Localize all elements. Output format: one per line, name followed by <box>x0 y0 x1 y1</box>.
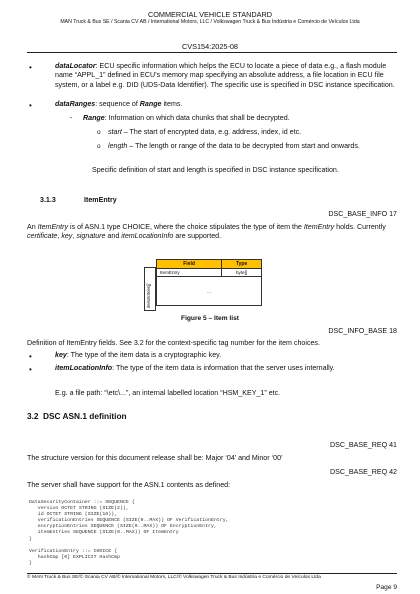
section-number: 3.1.3 <box>40 196 56 204</box>
key-paragraph <box>55 351 397 360</box>
para-text: holds. Currently <box>334 223 386 231</box>
type-column-header: Type <box>222 260 262 269</box>
section-title: ItemEntry <box>84 196 117 204</box>
standard-title: COMMERCIAL VEHICLE STANDARD <box>147 10 273 19</box>
key-term: key <box>55 351 67 359</box>
circle-marker: o <box>97 129 101 136</box>
structure-version-paragraph: The structure version for this document release shall be: Major ‘04’ and Minor ‘00’ <box>27 454 283 462</box>
para-term: signature <box>76 232 106 241</box>
start-term: start <box>108 128 122 136</box>
data-locator-text: : ECU specific information which helps the ECU to locate a piece of data e.g., a flash module name “APPL_1” defined in ECU’s memory map specifying an absolute address, a file location in ECU file system, or a label e.g. DID (UDS-Data Identifier). The specific use is specified in DSC instance specification. <box>55 62 395 89</box>
definition-paragraph: Definition of ItemEntry fields. See 3.2 for the context-specific tag number for the item choices. <box>27 339 320 347</box>
para-term: ItemEntry <box>303 223 335 231</box>
data-locator-paragraph <box>55 62 397 90</box>
location-paragraph <box>55 364 355 373</box>
item-entries-side-box <box>144 267 156 311</box>
code-line: } <box>29 536 32 542</box>
para-term: itemLocationInfo <box>121 232 174 241</box>
document-id: CVS154:2025-08 <box>182 42 238 51</box>
more-entries-cell: ... <box>157 277 262 306</box>
range-paragraph <box>83 114 397 123</box>
code-line: itemEntries SEQUENCE (SIZE(0..MAX)) OF ItemEntry <box>29 530 179 536</box>
para-term: ItemEntry <box>37 223 69 231</box>
code-line: DataSecurityContainer ::= SEQUENCE { <box>29 500 135 505</box>
bullet-marker: • <box>29 63 32 72</box>
server-support-paragraph: The server shall have support for the ASN.1 contents as defined: <box>27 481 231 489</box>
item-entry-field-cell: ItemEntry <box>157 269 222 277</box>
code-line: encryptionEntries SEQUENCE (SIZE(0..MAX)) OF EncryptionEntry, <box>29 524 217 530</box>
range-text: : Information on which data chunks that shall be decrypted. <box>104 114 290 122</box>
circle-marker: o <box>97 143 101 150</box>
location-text: : The type of the item data is information that the server uses internally. <box>112 364 335 372</box>
length-term: length <box>108 142 128 150</box>
footer-rule <box>27 573 397 574</box>
code-line: version OCTET STRING (SIZE(2)), <box>29 506 129 512</box>
para-text: , <box>72 232 77 241</box>
item-list-figure <box>144 259 262 311</box>
para-text: , <box>57 232 62 241</box>
code-line: verificationEntries SEQUENCE (SIZE(0..MAX)) OF VerificationEntry, <box>29 518 229 524</box>
code-line: VerificationEntry ::= CHOICE { <box>29 548 118 554</box>
dash-marker: - <box>70 114 73 122</box>
length-text: – The length or range of the data to be decrypted from start and onwards. <box>127 142 360 150</box>
item-entry-type-cell: byte[] <box>222 269 262 277</box>
footer-copyright: © MAN Truck & Bus SE/© Scania CV AB/© International Motors, LLC/© Volkswagen Truck & Bus Indústria e Comércio de Veículos Ltda <box>27 575 321 580</box>
bullet-marker: • <box>29 101 32 110</box>
header-rule <box>27 52 397 53</box>
requirement-id: DSC_BASE_REQ 41 <box>329 441 397 449</box>
location-term: itemLocationInfo <box>55 364 113 372</box>
data-ranges-text-end: items. <box>161 100 183 108</box>
requirement-id: DSC_BASE_REQ 42 <box>329 468 397 476</box>
length-paragraph <box>108 142 397 151</box>
bullet-marker: • <box>29 352 32 361</box>
item-list-table <box>156 259 262 306</box>
code-line: id OCTET STRING (SIZE(16)), <box>29 512 118 518</box>
para-term: certificate <box>27 232 58 241</box>
section-number: 3.2 <box>27 411 39 421</box>
asn1-code-block <box>29 500 397 567</box>
key-text: : The type of the item data is a cryptographic key. <box>66 351 222 359</box>
range-note: Specific definition of start and length is specified in DSC instance specification. <box>92 166 339 174</box>
location-example: E.g. a file path: “\etc\...”, an internal labelled location “HSM_KEY_1” etc. <box>55 389 281 397</box>
requirement-id: DSC_INFO_BASE 18 <box>328 327 397 335</box>
range-term-inline: Range <box>139 100 162 108</box>
data-locator-term: dataLocator <box>55 62 96 70</box>
para-text: are supported. <box>173 232 222 241</box>
data-ranges-paragraph <box>55 100 397 109</box>
companies-line: MAN Truck & Bus SE / Scania CV AB / International Motors, LLC / Volkswagen Truck & Bus Indústria e Comércio de Veículos Ltda <box>60 19 360 25</box>
requirement-id: DSC_BASE_INFO 17 <box>328 210 397 218</box>
start-text: – The start of encrypted data, e.g. address, index, id etc. <box>121 128 302 136</box>
para-term: key <box>61 232 73 241</box>
para-text: is of ASN.1 type CHOICE, where the choice stipulates the type of item the <box>68 223 304 231</box>
item-entries-label: itemEntries[] <box>146 283 151 308</box>
code-line: hashCmp [0] EXPLICIT HashCmp <box>29 554 120 560</box>
range-term: Range <box>83 114 105 122</box>
data-ranges-term: dataRanges <box>55 100 96 108</box>
item-entry-paragraph <box>27 223 397 242</box>
data-ranges-text: : sequence of <box>95 100 140 108</box>
field-column-header: Field <box>157 260 222 269</box>
start-paragraph <box>108 128 397 137</box>
para-text: and <box>105 232 122 241</box>
figure-caption: Figure 5 – Item list <box>181 315 239 322</box>
page-number: Page 9 <box>376 584 397 591</box>
para-text: An <box>27 223 38 231</box>
bullet-marker: • <box>29 365 32 374</box>
code-line: } <box>29 560 32 566</box>
section-title: DSC ASN.1 definition <box>43 411 127 421</box>
